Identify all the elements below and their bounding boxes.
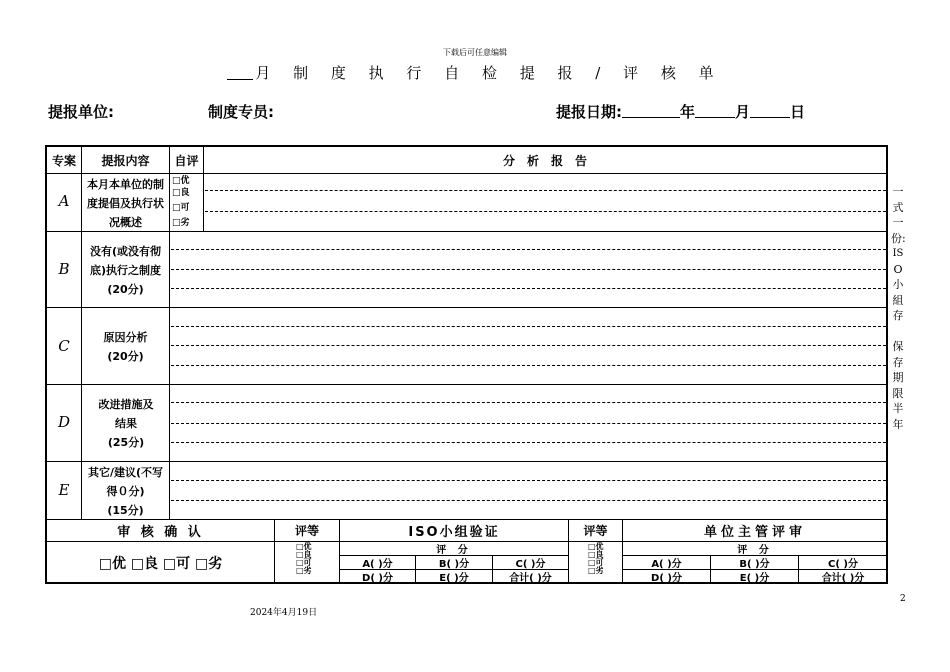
col-header-content: 提报内容 (101, 153, 150, 168)
col-header-project: 专案 (51, 153, 76, 168)
top-note: 下载后可任意编辑 (443, 48, 507, 57)
iso-score-d[interactable]: D( )分 (362, 573, 393, 584)
side-char: 保 (892, 340, 904, 353)
writing-line[interactable] (205, 211, 886, 212)
iso-score-a[interactable]: A( )分 (362, 559, 393, 570)
option-poor[interactable]: □劣 (172, 218, 190, 228)
row-divider (45, 384, 888, 385)
writing-line[interactable] (171, 442, 886, 443)
writing-line[interactable] (171, 288, 886, 289)
side-char: 一 (892, 185, 904, 198)
manager-score-label: 评 分 (737, 545, 773, 556)
specialist-label: 制度专员: (208, 103, 274, 121)
month-label: 月 (735, 103, 751, 121)
date-label: 提报日期: (556, 103, 622, 121)
row-d-text: 改进措施及结果 (98, 398, 154, 430)
col-header-analysis: 分 析 报 告 (502, 153, 587, 168)
iso-grade-options[interactable] (296, 543, 326, 575)
iso-grade-excellent[interactable]: □优 (296, 542, 312, 551)
iso-grade-fair[interactable]: □可 (296, 558, 312, 567)
side-char: IS (892, 248, 904, 259)
manager-score-b[interactable]: B( )分 (739, 559, 770, 570)
date-field[interactable] (556, 101, 805, 122)
iso-title: ISO小组验证 (408, 525, 500, 540)
writing-line[interactable] (205, 190, 886, 191)
manager-grade-fair[interactable]: □可 (588, 558, 604, 567)
option-fair[interactable]: □可 (172, 203, 190, 213)
manager-grade-excellent[interactable]: □优 (588, 542, 604, 551)
row-c-points: (20分) (107, 349, 144, 363)
side-note (891, 184, 905, 432)
manager-grade-good[interactable]: □良 (588, 550, 604, 559)
iso-score-b[interactable]: B( )分 (438, 559, 470, 570)
writing-line[interactable] (171, 500, 886, 501)
row-b-points: (20分) (107, 282, 144, 296)
writing-line[interactable] (171, 269, 886, 270)
row-content-d (96, 386, 156, 461)
iso-score-total[interactable]: 合计( )分 (509, 573, 552, 584)
side-char: O (893, 262, 903, 276)
writing-line[interactable] (171, 365, 886, 366)
option-good[interactable]: □良 (172, 188, 190, 198)
manager-grade-options[interactable] (588, 543, 618, 575)
manager-score-a[interactable]: A( )分 (651, 559, 682, 570)
side-char: 限 (892, 386, 904, 400)
row-content-a: 本月本单位的制度提倡及执行状况概述 (87, 178, 164, 229)
title-text: 月 制 度 执 行 自 检 提 报 / 评 核 单 (255, 64, 723, 82)
writing-line[interactable] (171, 423, 886, 424)
option-excellent[interactable]: □优 (172, 176, 190, 186)
manager-score-e[interactable]: E( )分 (739, 573, 770, 584)
side-char: 一 (892, 216, 904, 229)
review-options[interactable]: □优 □良 □可 □劣 (98, 555, 223, 572)
form-title (0, 62, 950, 83)
side-char (891, 324, 905, 340)
side-char: 組 (892, 293, 904, 307)
row-content-b (84, 233, 167, 307)
manager-score-total[interactable]: 合计( )分 (821, 573, 865, 584)
year-label: 年 (680, 103, 696, 121)
manager-grade-label: 评等 (583, 524, 608, 538)
side-char: 式 (892, 200, 904, 214)
row-b-text: 没有(或没有彻底)执行之制度 (89, 244, 162, 277)
iso-grade-good[interactable]: □良 (296, 550, 312, 559)
writing-line[interactable] (171, 402, 886, 403)
iso-grade-poor[interactable]: □劣 (296, 566, 312, 575)
row-d-points: (25分) (107, 436, 145, 449)
row-letter-b: B (58, 260, 70, 278)
page-number: 2 (900, 594, 906, 604)
iso-score-c[interactable]: C( )分 (515, 559, 546, 570)
col-divider (169, 145, 170, 519)
writing-line[interactable] (171, 249, 886, 250)
writing-line[interactable] (171, 480, 886, 481)
day-label: 日 (790, 103, 806, 121)
writing-line[interactable] (171, 345, 886, 346)
manager-grade-poor[interactable]: □劣 (588, 566, 604, 575)
row-letter-d: D (57, 413, 71, 431)
manager-title: 单位主管评审 (703, 525, 806, 540)
side-char: 年 (892, 417, 904, 431)
manager-score-c[interactable]: C( )分 (828, 559, 858, 570)
side-char: 期 (892, 371, 904, 384)
row-divider (45, 307, 888, 308)
row-divider (45, 231, 888, 232)
col-header-self-eval: 自评 (174, 153, 199, 168)
self-eval-options[interactable] (172, 175, 204, 231)
writing-line[interactable] (171, 326, 886, 327)
row-content-c (84, 309, 167, 384)
row-divider (45, 173, 888, 174)
side-char: 份: (891, 231, 906, 245)
side-char: 小 (892, 278, 904, 291)
print-date: 2024年4月19日 (250, 608, 318, 618)
unit-label: 提报单位: (48, 103, 114, 121)
row-letter-e: E (58, 481, 70, 499)
row-e-points: (15分) (107, 504, 144, 517)
row-content-e (84, 463, 167, 519)
manager-score-d[interactable]: D( )分 (651, 573, 682, 584)
title-month-blank[interactable] (227, 66, 253, 80)
iso-score-label: 评 分 (436, 545, 472, 556)
day-blank[interactable] (750, 104, 790, 118)
iso-grade-label: 评等 (294, 524, 319, 538)
side-char: 存 (892, 309, 904, 322)
row-c-text: 原因分析 (103, 330, 148, 344)
row-e-text: 其它/建议(不写得０分) (87, 466, 164, 498)
iso-score-e[interactable]: E( )分 (439, 573, 469, 584)
side-char: 存 (892, 355, 904, 369)
month-blank[interactable] (695, 104, 735, 118)
review-title: 审 核 确 认 (117, 525, 204, 540)
year-blank[interactable] (622, 104, 680, 118)
row-letter-c: C (58, 337, 70, 355)
row-divider (45, 461, 888, 462)
side-char: 半 (892, 402, 904, 415)
row-letter-a: A (58, 192, 70, 210)
